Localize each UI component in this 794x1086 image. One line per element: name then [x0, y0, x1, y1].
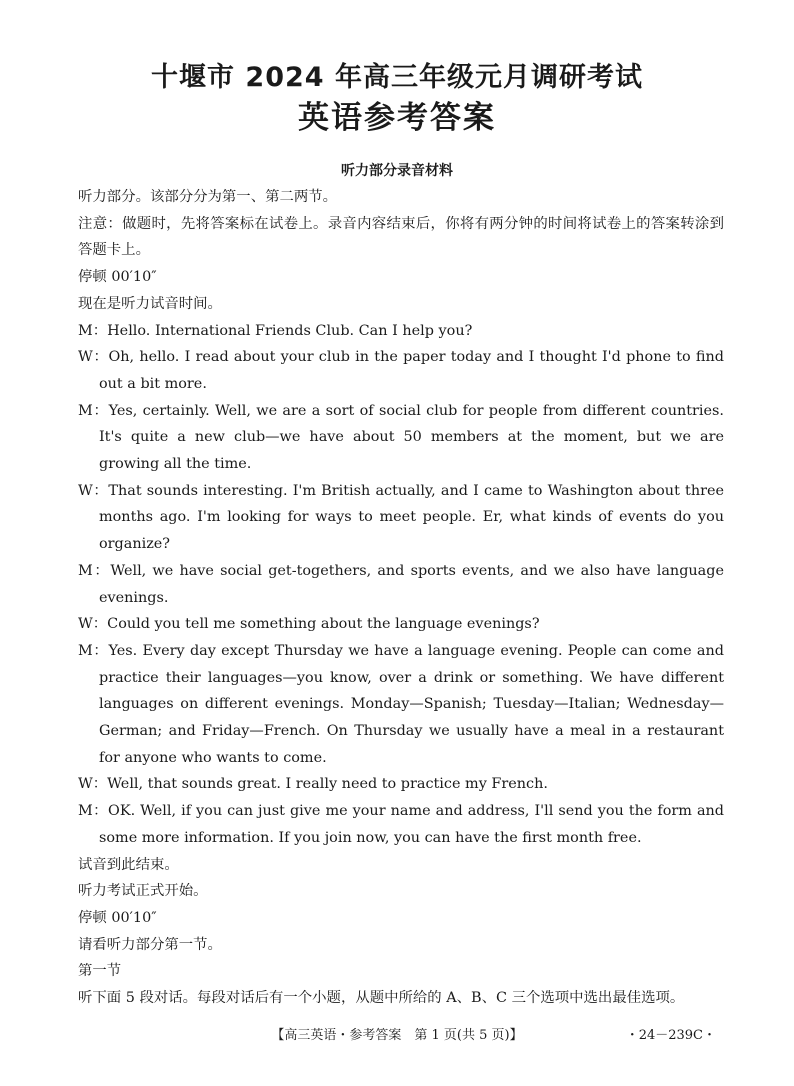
dialogue-line: M：Hello. International Friends Club. Can I help you?	[78, 322, 473, 339]
dialogue-line: W：Oh, hello. I read about your club in the paper today and I thought I'd phone to find out a bit more.	[78, 349, 724, 392]
dialogue-line: W：That sounds interesting. I'm British actually, and I came to Washington about three months ago. I'm looking for ways to meet people. Er, what kinds of events do you organize?	[78, 482, 724, 553]
pause-marker: 停顿 00′10″	[78, 909, 157, 926]
dialogue-line: M：Yes, certainly. Well, we are a sort of social club for people from different countries. It's quite a new club—we have about 50 members at the moment, but we are growing all the time.	[78, 402, 724, 473]
intro-line: 听力部分。该部分分为第一、第二两节。	[78, 189, 338, 205]
dialogue-line: M：OK. Well, if you can just give me your name and address, I'll send you the form and some more information. If you join now, you can have the first month free.	[78, 803, 724, 846]
pause-marker: 停顿 00′10″	[78, 269, 157, 286]
notice-paragraph: 注意：做题时，先将答案标在试卷上。录音内容结束后，你将有两分钟的时间将试卷上的答案转涂到答题卡上。	[78, 215, 724, 259]
section-label: 第一节	[78, 963, 122, 980]
dialogue-line: W：Could you tell me something about the language evenings?	[78, 616, 540, 633]
exam-start-line: 听力考试正式开始。	[78, 883, 208, 900]
trial-start-line: 现在是听力试音时间。	[78, 295, 222, 312]
dialogue-line: W：Well, that sounds great. I really need to practice my French.	[78, 776, 548, 793]
trial-end-line: 试音到此结束。	[78, 856, 179, 873]
exam-title: 十堰市 2024 年高三年级元月调研考试	[151, 62, 643, 93]
transcript-body	[78, 184, 724, 1012]
task-instruction-line: 听下面 5 段对话。每段对话后有一个小题，从题中所给的 A、B、C 三个选项中选出最佳选项。	[78, 990, 685, 1007]
section-instruction-line: 请看听力部分第一节。	[78, 936, 222, 953]
footer-code: ・24－239C・	[625, 1028, 716, 1043]
page-footer	[0, 1025, 794, 1047]
dialogue-line: M：Well, we have social get-togethers, and sports events, and we also have language evenings.	[78, 562, 724, 606]
dialogue-line: M：Yes. Every day except Thursday we have a language evening. People can come and practice their languages—you know, over a drink or something. We have different languages on different evenings. Monday—Spanish; Tuesday—Italian; Wednesday—German; and Friday—French. On Thursday we usually have a meal in a restaurant for anyone who wants to come.	[78, 642, 724, 766]
footer-page-info: 【高三英语・参考答案 第 1 页(共 5 页)】	[271, 1028, 523, 1043]
section-heading: 听力部分录音材料	[341, 163, 453, 179]
document-title: 英语参考答案	[298, 100, 496, 136]
